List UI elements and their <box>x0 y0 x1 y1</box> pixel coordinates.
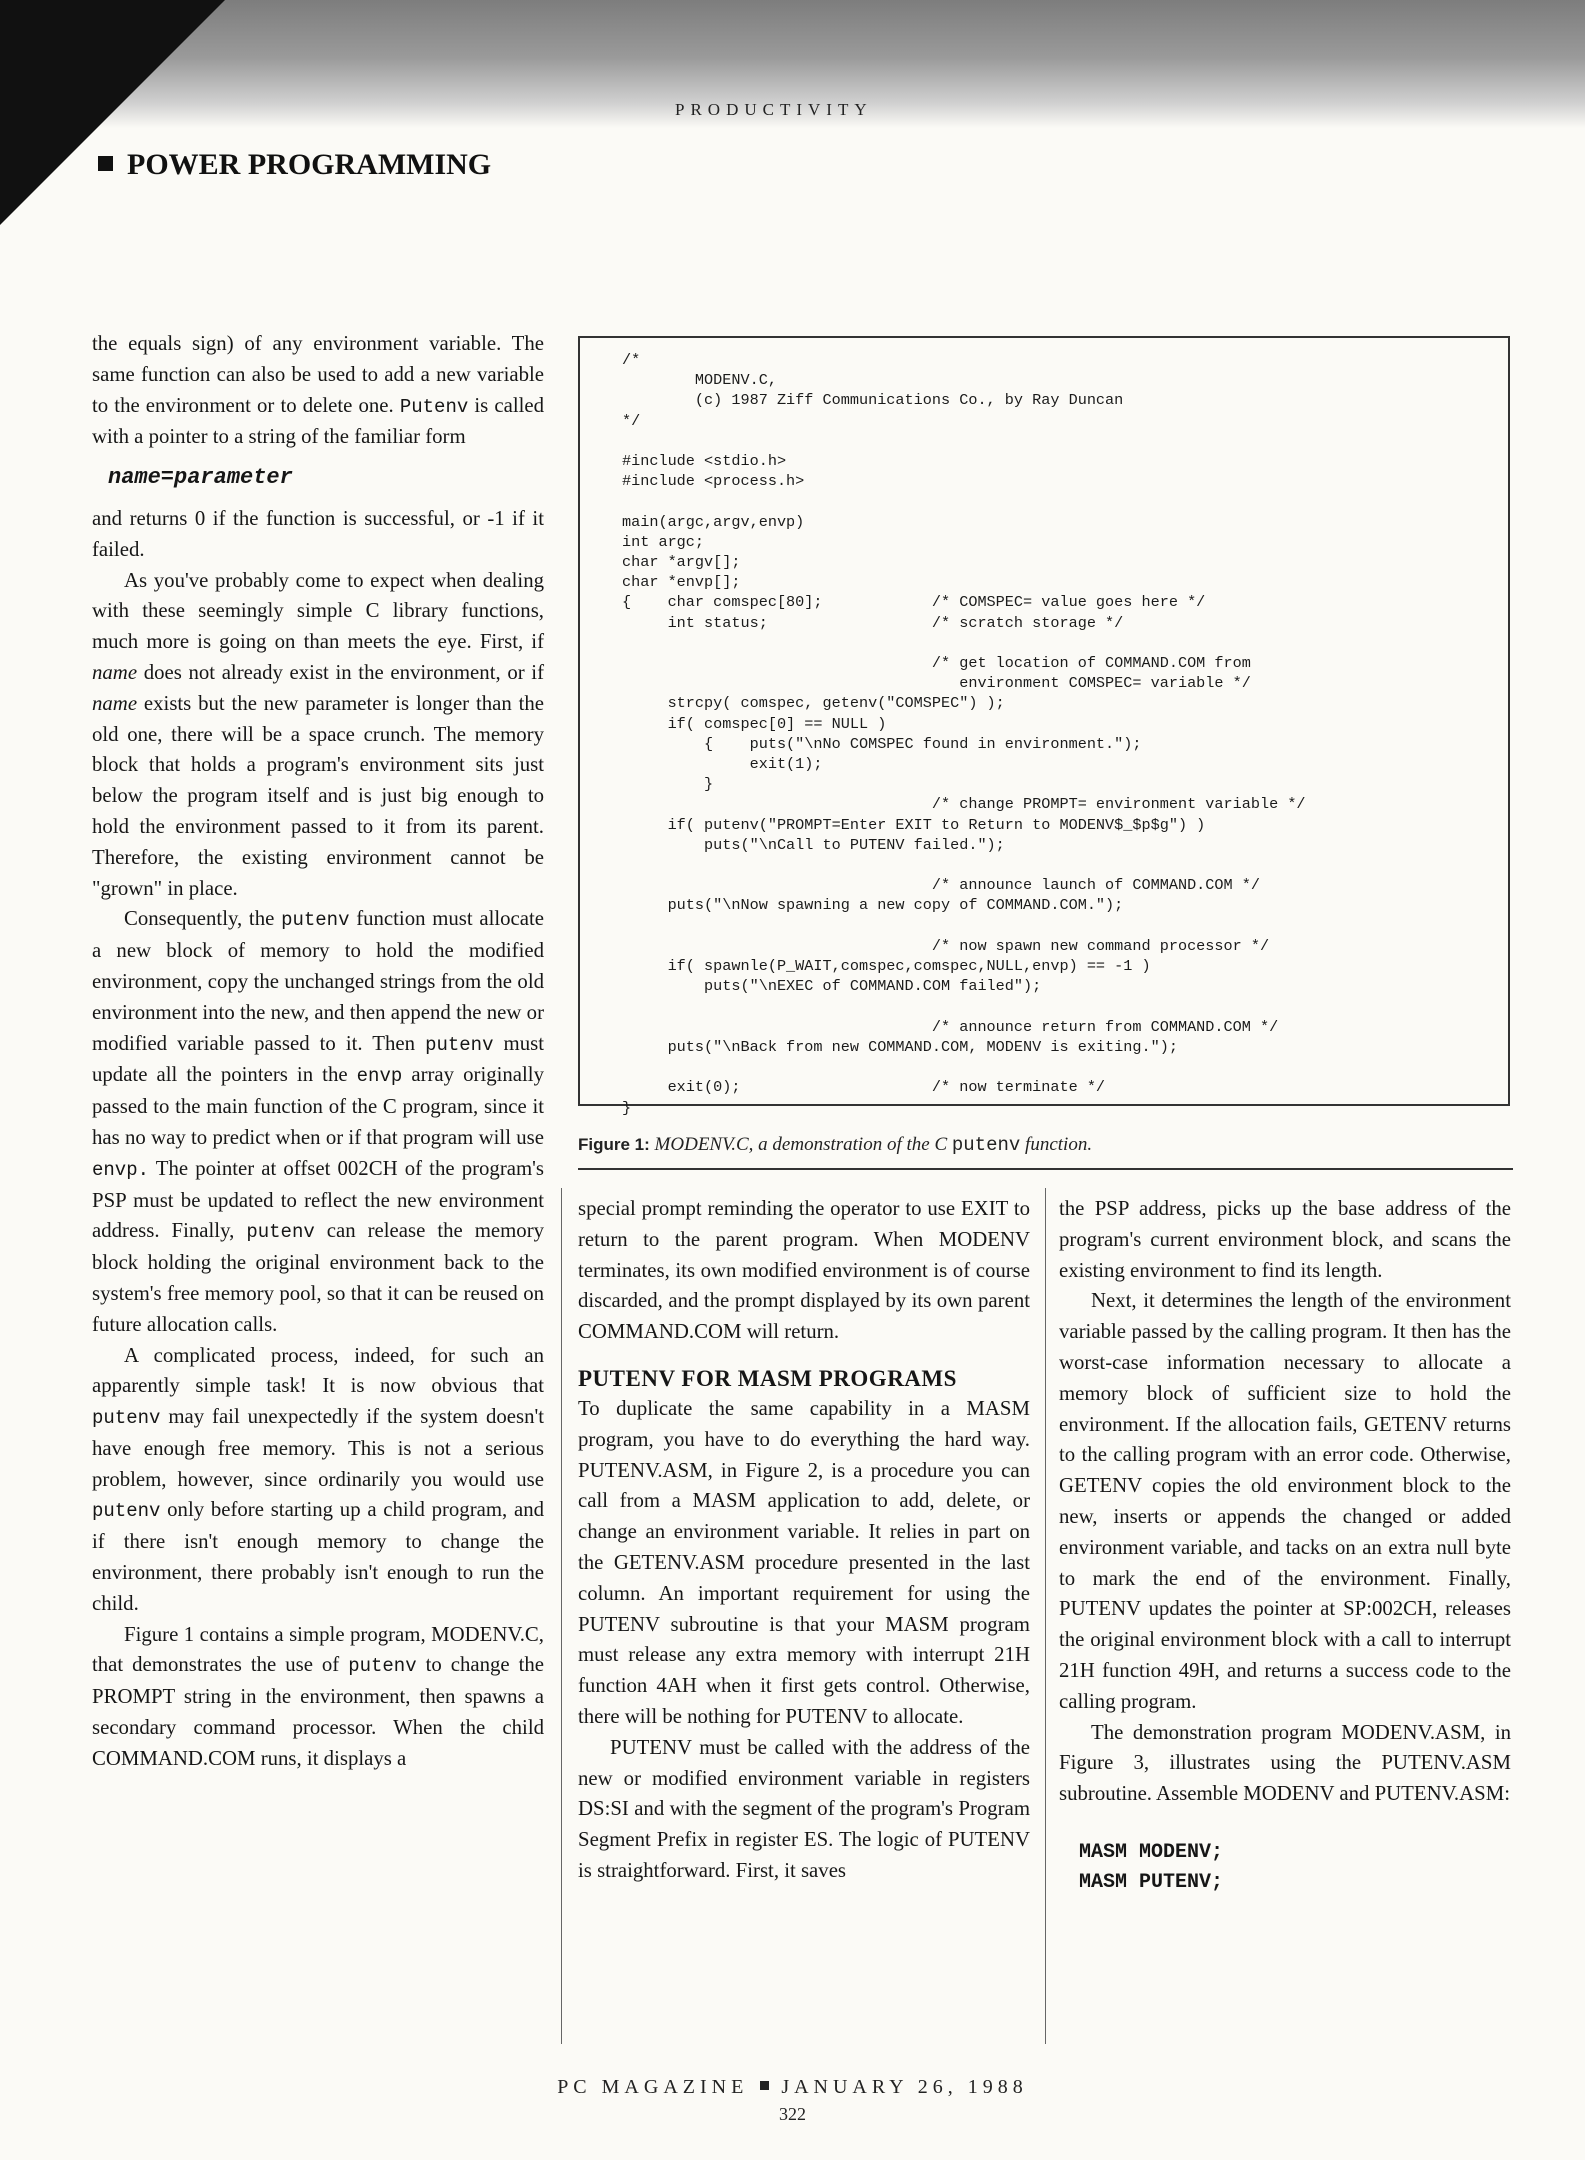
corner-triangle <box>0 0 225 225</box>
bullet-square-icon <box>98 156 113 171</box>
paragraph: special prompt reminding the operator to use EXIT to return to the parent program. When MODENV terminates, its own modified environment is of course discarded, and the prompt displayed by its own parent COMMAND.COM will return. <box>578 1197 1030 1344</box>
paragraph: Consequently, the putenv function must allocate a new block of memory to hold the modified environment, copy the unchanged strings from the old environment into the new, and then append the new or modified variable passed to it. Then putenv must update all the pointers in the envp array originally passed to the main function of the C program, since it has no way to predict when or if that program will use envp. The pointer at offset 002CH of the program's PSP must be updated to reflect the new environment address. Finally, putenv can release the memory block holding the original environment back to the system's free memory pool, so that it can be reused on future allocation calls. <box>92 907 545 1336</box>
footer-square-icon <box>760 2081 769 2090</box>
magazine-name: PC MAGAZINE <box>557 2076 749 2098</box>
paragraph: and returns 0 if the function is successful, or -1 if it failed. <box>92 506 544 561</box>
paragraph: PUTENV must be called with the address of the new or modified environment variable in registers DS:SI and with the segment of the program's Program Segment Prefix in register ES. The logic of PUTENV is straightforward. First, it saves <box>578 1735 1030 1882</box>
paragraph: As you've probably come to expect when dealing with these seemingly simple C library functions, much more is going on than meets the eye. First, if name does not already exist in the environment, or if name exists but the new parameter is longer than the old one, there will be a space crunch. The memory block that holds a program's environment sits just below the program itself and is just big enough to hold the environment passed to it from its parent. Therefore, the existing environment cannot be "grown" in place. <box>92 568 545 900</box>
footer-line <box>0 2076 1585 2099</box>
paragraph: the PSP address, picks up the base address of the program's current environment block, and scans the existing environment to find its length. <box>1059 1197 1511 1282</box>
section-label: PRODUCTIVITY <box>675 100 873 119</box>
caption-text: MODENV.C, a demonstration of the C <box>654 1134 948 1155</box>
figure-caption <box>578 1134 1513 1170</box>
issue-date: JANUARY 26, 1988 <box>781 2076 1028 2098</box>
caption-label: Figure 1: <box>578 1135 650 1154</box>
column-rule <box>561 1188 562 2044</box>
column-rule <box>1045 1188 1046 2044</box>
text-column-2 <box>578 1194 1030 1887</box>
column-title-text: POWER PROGRAMMING <box>127 148 492 181</box>
paragraph: Next, it determines the length of the environment variable passed by the calling program. It then has the worst-case information necessary to allocate a memory block of sufficient size to hold the environment. If the allocation fails, GETENV returns to the calling program with an error code. Otherwise, GETENV copies the old environment block to the new, inserts or appends the changed or added environment variable, and tacks on an extra null byte to mark the end of the environment. Finally, PUTENV updates the pointer at SP:002CH, releases the original environment block with a call to interrupt 21H function 49H, and returns a success code to the calling program. <box>1059 1289 1511 1713</box>
subheading: PUTENV FOR MASM PROGRAMS <box>578 1365 957 1391</box>
text-column-1 <box>92 329 544 1775</box>
asm-commands: MASM MODENV; MASM PUTENV; <box>1079 1840 1224 1894</box>
paragraph: The demonstration program MODENV.ASM, in Figure 3, illustrates using the PUTENV.ASM subroutine. Assemble MODENV and PUTENV.ASM: <box>1059 1720 1511 1806</box>
paragraph: Figure 1 contains a simple program, MODENV.C, that demonstrates the use of putenv to change the PROMPT string in the environment, then spawns a secondary command processor. When the child COMMAND.COM runs, it displays a <box>92 1622 544 1770</box>
text-column-3 <box>1059 1194 1511 1898</box>
paragraph: the equals sign) of any environment variable. The same function can also be used to add a new variable to the environment or to delete one. Putenv is called with a pointer to a string of the familiar form <box>92 332 545 449</box>
code-listing: /* MODENV.C, (c) 1987 Ziff Communications Co., by Ray Duncan */ #include <stdio.h> #include <process.h> main(argc,argv,envp) int argc; char *argv[]; char *envp[]; { char comspec[80]; /* COMSPEC= value goes here */ int status; /* scratch storage */ /* get location of COMMAND.COM from environment COMSPEC= variable */ strcpy( comspec, getenv("COMSPEC") ); if( comspec[0] == NULL ) { puts("\nNo COMSPEC found in environment."); exit(1); } /* change PROMPT= environment variable */ if( putenv("PROMPT=Enter EXIT to Return to MODENV$_$p$g") ) puts("\nCall to PUTENV failed."); /* announce launch of COMMAND.COM */ puts("\nNow spawning a new copy of COMMAND.COM."); /* now spawn new command processor */ if( spawnle(P_WAIT,comspec,comspec,NULL,envp) == -1 ) puts("\nEXEC of COMMAND.COM failed"); /* announce return from COMMAND.COM */ puts("\nBack from new COMMAND.COM, MODENV is exiting."); exit(0); /* now terminate */ } <box>622 351 1306 1117</box>
caption-code: putenv <box>951 1134 1021 1156</box>
figure-1-code-box <box>578 336 1510 1117</box>
formula: name=parameter <box>108 465 293 491</box>
paragraph: To duplicate the same capability in a MASM program, you have to do everything the hard way. PUTENV.ASM, in Figure 2, is a procedure you can call from a MASM application to add, delete, or change an environment variable. It relies in part on the GETENV.ASM procedure presented in the last column. An important requirement for using the PUTENV subroutine is that your MASM program must release any extra memory with interrupt 21H function 4AH when it first gets control. Otherwise, there will be nothing for PUTENV to allocate. <box>578 1396 1030 1728</box>
paragraph: A complicated process, indeed, for such an apparently simple task! It is now obvious that putenv may fail unexpectedly if the system doesn't have enough free memory. This is not a serious problem, however, since ordinarily you would use putenv only before starting up a child program, and if there isn't enough memory to change the environment, there probably isn't enough to run the child. <box>92 1343 545 1615</box>
page-number: 322 <box>779 2104 806 2124</box>
caption-end: function. <box>1025 1134 1093 1155</box>
column-title <box>98 148 491 182</box>
